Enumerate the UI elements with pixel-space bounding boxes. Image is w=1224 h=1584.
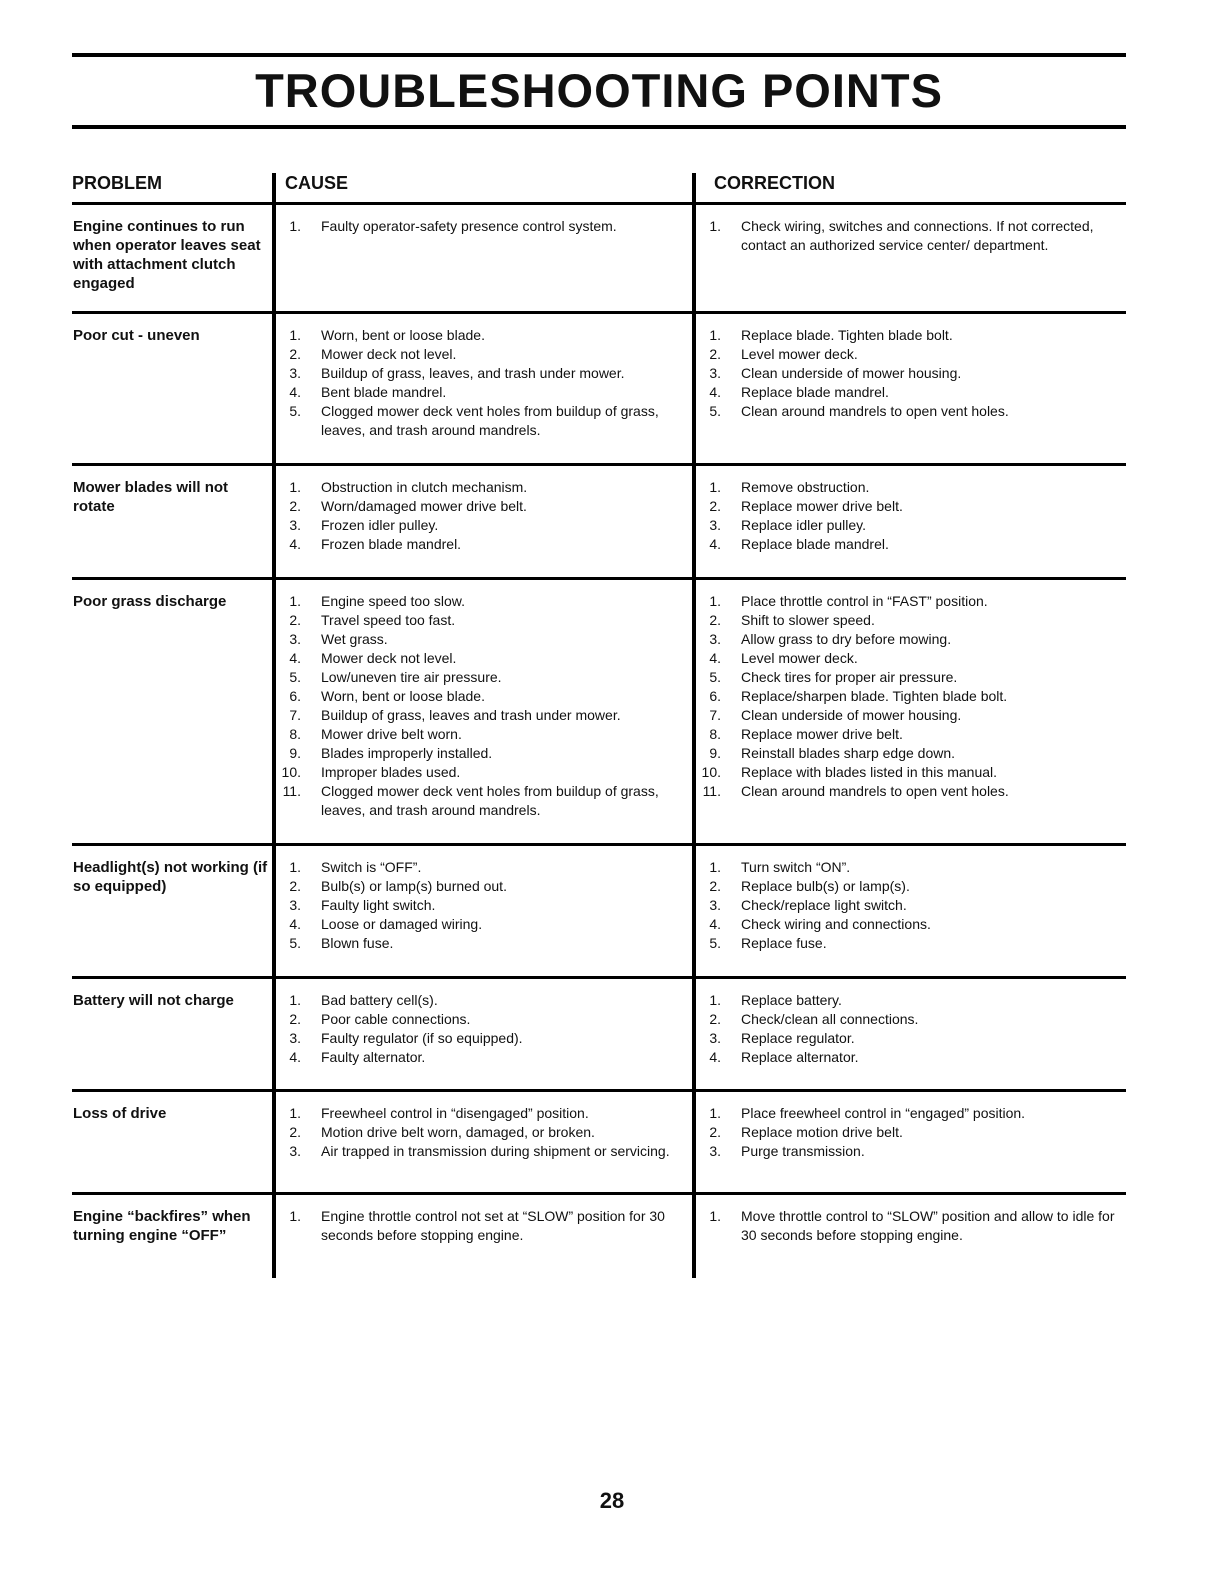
item-number: 4. <box>709 536 721 552</box>
item-text: Replace with blades listed in this manual. <box>741 764 998 780</box>
item-number: 1. <box>709 1208 721 1224</box>
item-number: 3. <box>709 1143 721 1159</box>
item-text: Clogged mower deck vent holes from buildup of grass, leaves, and trash around mandrels. <box>321 783 659 818</box>
item-number: 3. <box>709 365 721 381</box>
list-item <box>699 1104 1119 1123</box>
list-item <box>699 934 1119 953</box>
list-item <box>699 725 1119 744</box>
item-number: 8. <box>289 726 301 742</box>
list-item <box>699 1207 1119 1245</box>
problem-text: Engine “backfires” when turning engine “OFF” <box>73 1208 251 1244</box>
item-text: Reinstall blades sharp edge down. <box>741 745 956 761</box>
list-item <box>699 592 1119 611</box>
item-text: Wet grass. <box>321 631 388 647</box>
item-text: Check wiring, switches and connections. If not corrected, contact an authorized service center/ department. <box>741 218 1094 253</box>
item-text: Engine speed too slow. <box>321 593 465 609</box>
cause-list <box>279 592 679 820</box>
list-item <box>699 630 1119 649</box>
row-rule <box>72 577 1126 580</box>
list-item <box>699 345 1119 364</box>
list-item <box>279 383 679 402</box>
list-item <box>279 896 679 915</box>
list-item <box>279 345 679 364</box>
item-number: 3. <box>709 517 721 533</box>
item-text: Bad battery cell(s). <box>321 992 438 1008</box>
list-item <box>279 877 679 896</box>
page-title: TROUBLESHOOTING POINTS <box>255 64 943 117</box>
item-text: Worn, bent or loose blade. <box>321 688 485 704</box>
item-text: Poor cable connections. <box>321 1011 471 1027</box>
cause-list <box>279 991 679 1067</box>
item-text: Frozen blade mandrel. <box>321 536 462 552</box>
item-number: 4. <box>289 916 301 932</box>
item-number: 1. <box>289 859 301 875</box>
item-text: Faulty light switch. <box>321 897 436 913</box>
item-number: 1. <box>289 327 301 343</box>
problem-text: Engine continues to run when operator leaves seat with attachment clutch engaged <box>73 218 261 292</box>
item-text: Buildup of grass, leaves and trash under mower. <box>321 707 621 723</box>
problem-text: Poor cut - uneven <box>73 327 200 344</box>
list-item <box>279 668 679 687</box>
list-item <box>279 364 679 383</box>
row-rule <box>72 843 1126 846</box>
item-text: Faulty operator-safety presence control system. <box>321 218 617 234</box>
item-number: 5. <box>709 935 721 951</box>
cause-list <box>279 1104 679 1161</box>
item-number: 1. <box>289 479 301 495</box>
list-item <box>279 630 679 649</box>
list-item <box>279 744 679 763</box>
list-item <box>699 535 1119 554</box>
item-number: 3. <box>289 1030 301 1046</box>
item-text: Allow grass to dry before mowing. <box>741 631 952 647</box>
list-item <box>699 383 1119 402</box>
list-item <box>279 782 679 820</box>
item-text: Mower deck not level. <box>321 346 457 362</box>
item-number: 5. <box>289 403 301 419</box>
item-number: 2. <box>709 1011 721 1027</box>
list-item <box>279 858 679 877</box>
item-text: Engine throttle control not set at “SLOW” position for 30 seconds before stopping engine. <box>321 1208 665 1243</box>
list-item <box>279 706 679 725</box>
item-number: 7. <box>709 707 721 723</box>
row-rule <box>72 311 1126 314</box>
list-item <box>279 402 679 440</box>
list-item <box>699 497 1119 516</box>
item-number: 1. <box>289 218 301 234</box>
list-item <box>699 217 1119 255</box>
item-text: Replace alternator. <box>741 1049 859 1065</box>
item-text: Mower deck not level. <box>321 650 457 666</box>
item-text: Replace regulator. <box>741 1030 855 1046</box>
list-item <box>699 706 1119 725</box>
list-item <box>699 1029 1119 1048</box>
item-number: 4. <box>289 1049 301 1065</box>
item-number: 1. <box>709 593 721 609</box>
column-divider <box>272 173 276 1278</box>
item-number: 3. <box>709 897 721 913</box>
item-number: 3. <box>709 631 721 647</box>
item-number: 9. <box>709 745 721 761</box>
row-rule <box>72 1089 1126 1092</box>
cause-list <box>279 326 679 440</box>
list-item <box>279 1104 679 1123</box>
item-number: 2. <box>289 612 301 628</box>
list-item <box>279 516 679 535</box>
item-text: Bent blade mandrel. <box>321 384 447 400</box>
list-item <box>279 934 679 953</box>
item-number: 1. <box>709 992 721 1008</box>
problem-text: Battery will not charge <box>73 992 234 1009</box>
title-rule <box>72 125 1126 129</box>
list-item <box>279 1123 679 1142</box>
list-item <box>699 649 1119 668</box>
list-item <box>279 725 679 744</box>
item-text: Replace battery. <box>741 992 842 1008</box>
item-number: 3. <box>289 365 301 381</box>
item-text: Faulty alternator. <box>321 1049 426 1065</box>
item-number: 2. <box>289 878 301 894</box>
correction-list <box>699 478 1119 554</box>
item-number: 6. <box>289 688 301 704</box>
correction-list <box>699 1207 1119 1245</box>
list-item <box>699 915 1119 934</box>
item-text: Shift to slower speed. <box>741 612 875 628</box>
list-item <box>699 1123 1119 1142</box>
item-text: Bulb(s) or lamp(s) burned out. <box>321 878 507 894</box>
item-text: Clean around mandrels to open vent holes. <box>741 403 1009 419</box>
list-item <box>279 611 679 630</box>
item-text: Check/replace light switch. <box>741 897 907 913</box>
item-number: 3. <box>289 897 301 913</box>
list-item <box>699 687 1119 706</box>
list-item <box>279 915 679 934</box>
correction-list <box>699 1104 1119 1161</box>
item-text: Air trapped in transmission during shipment or servicing. <box>321 1143 670 1159</box>
header-cause: CAUSE <box>285 173 349 193</box>
item-number: 1. <box>289 992 301 1008</box>
item-number: 2. <box>289 1011 301 1027</box>
item-text: Replace mower drive belt. <box>741 726 903 742</box>
row-rule <box>72 202 1126 205</box>
item-number: 5. <box>289 669 301 685</box>
item-number: 11. <box>282 783 301 799</box>
item-number: 1. <box>709 859 721 875</box>
item-text: Replace blade. Tighten blade bolt. <box>741 327 953 343</box>
item-number: 4. <box>289 384 301 400</box>
list-item <box>279 763 679 782</box>
correction-list <box>699 991 1119 1067</box>
item-number: 3. <box>709 1030 721 1046</box>
item-number: 6. <box>709 688 721 704</box>
item-number: 1. <box>709 327 721 343</box>
correction-list <box>699 858 1119 953</box>
problem-text: Loss of drive <box>73 1105 167 1122</box>
list-item <box>699 516 1119 535</box>
item-number: 8. <box>709 726 721 742</box>
item-text: Replace idler pulley. <box>741 517 867 533</box>
item-text: Remove obstruction. <box>741 479 870 495</box>
list-item <box>699 782 1119 801</box>
item-text: Low/uneven tire air pressure. <box>321 669 502 685</box>
correction-list <box>699 326 1119 421</box>
correction-list <box>699 217 1119 255</box>
cause-list <box>279 858 679 953</box>
item-text: Level mower deck. <box>741 346 858 362</box>
item-number: 4. <box>709 916 721 932</box>
item-text: Clean underside of mower housing. <box>741 365 962 381</box>
list-item <box>279 217 679 236</box>
item-number: 1. <box>709 479 721 495</box>
list-item <box>699 858 1119 877</box>
item-text: Turn switch “ON”. <box>741 859 851 875</box>
list-item <box>699 763 1119 782</box>
list-item <box>279 326 679 345</box>
item-text: Buildup of grass, leaves, and trash under mower. <box>321 365 625 381</box>
item-text: Purge transmission. <box>741 1143 865 1159</box>
item-text: Blades improperly installed. <box>321 745 493 761</box>
list-item <box>699 1048 1119 1067</box>
item-text: Place throttle control in “FAST” position. <box>741 593 988 609</box>
list-item <box>699 668 1119 687</box>
item-number: 2. <box>709 612 721 628</box>
cause-list <box>279 217 679 236</box>
item-text: Clean underside of mower housing. <box>741 707 962 723</box>
item-number: 5. <box>709 403 721 419</box>
item-number: 11. <box>702 783 721 799</box>
item-number: 3. <box>289 517 301 533</box>
problem-text: Headlight(s) not working (if so equipped) <box>73 859 268 895</box>
list-item <box>699 896 1119 915</box>
list-item <box>699 877 1119 896</box>
item-number: 7. <box>289 707 301 723</box>
cause-list <box>279 1207 679 1245</box>
item-number: 4. <box>709 384 721 400</box>
list-item <box>279 991 679 1010</box>
list-item <box>699 402 1119 421</box>
item-text: Check/clean all connections. <box>741 1011 919 1027</box>
item-text: Replace motion drive belt. <box>741 1124 903 1140</box>
item-text: Replace mower drive belt. <box>741 498 903 514</box>
item-number: 9. <box>289 745 301 761</box>
item-text: Place freewheel control in “engaged” position. <box>741 1105 1026 1121</box>
item-text: Travel speed too fast. <box>321 612 456 628</box>
item-text: Replace blade mandrel. <box>741 384 889 400</box>
list-item <box>699 1010 1119 1029</box>
row-rule <box>72 976 1126 979</box>
item-number: 2. <box>289 1124 301 1140</box>
list-item <box>279 687 679 706</box>
item-number: 2. <box>709 878 721 894</box>
list-item <box>279 1207 679 1245</box>
page-number: 28 <box>599 1488 625 1513</box>
item-text: Check tires for proper air pressure. <box>741 669 958 685</box>
item-number: 3. <box>289 631 301 647</box>
list-item <box>279 1010 679 1029</box>
list-item <box>279 1048 679 1067</box>
item-text: Frozen idler pulley. <box>321 517 439 533</box>
item-number: 4. <box>289 650 301 666</box>
list-item <box>699 1142 1119 1161</box>
item-text: Loose or damaged wiring. <box>321 916 483 932</box>
item-number: 5. <box>289 935 301 951</box>
list-item <box>279 1029 679 1048</box>
item-number: 4. <box>289 536 301 552</box>
list-item <box>699 364 1119 383</box>
list-item <box>279 535 679 554</box>
header-correction: CORRECTION <box>714 173 835 193</box>
list-item <box>279 497 679 516</box>
item-text: Switch is “OFF”. <box>321 859 422 875</box>
item-text: Replace/sharpen blade. Tighten blade bolt. <box>741 688 1008 704</box>
list-item <box>699 611 1119 630</box>
correction-list <box>699 592 1119 801</box>
list-item <box>279 649 679 668</box>
item-text: Replace blade mandrel. <box>741 536 889 552</box>
list-item <box>279 478 679 497</box>
problem-text: Poor grass discharge <box>73 593 227 610</box>
item-text: Worn/damaged mower drive belt. <box>321 498 527 514</box>
item-text: Clean around mandrels to open vent holes. <box>741 783 1009 799</box>
top-rule <box>72 53 1126 57</box>
list-item <box>699 478 1119 497</box>
item-number: 5. <box>709 669 721 685</box>
item-number: 2. <box>709 1124 721 1140</box>
item-number: 4. <box>709 1049 721 1065</box>
item-text: Clogged mower deck vent holes from buildup of grass, leaves, and trash around mandrels. <box>321 403 659 438</box>
item-number: 1. <box>289 1208 301 1224</box>
item-number: 10. <box>701 764 721 780</box>
item-text: Freewheel control in “disengaged” position. <box>321 1105 589 1121</box>
item-number: 2. <box>709 498 721 514</box>
item-text: Mower drive belt worn. <box>321 726 462 742</box>
item-text: Move throttle control to “SLOW” position and allow to idle for 30 seconds before stopping engine. <box>741 1208 1115 1243</box>
list-item <box>279 592 679 611</box>
header-problem: PROBLEM <box>72 173 162 193</box>
column-divider <box>692 173 696 1278</box>
list-item <box>279 1142 679 1161</box>
list-item <box>699 326 1119 345</box>
item-text: Check wiring and connections. <box>741 916 931 932</box>
list-item <box>699 744 1119 763</box>
item-text: Faulty regulator (if so equipped). <box>321 1030 523 1046</box>
item-number: 3. <box>289 1143 301 1159</box>
item-number: 2. <box>709 346 721 362</box>
item-number: 1. <box>289 1105 301 1121</box>
cause-list <box>279 478 679 554</box>
item-text: Worn, bent or loose blade. <box>321 327 485 343</box>
item-number: 2. <box>289 498 301 514</box>
item-text: Improper blades used. <box>321 764 461 780</box>
item-text: Obstruction in clutch mechanism. <box>321 479 528 495</box>
item-number: 1. <box>709 218 721 234</box>
item-number: 1. <box>709 1105 721 1121</box>
item-number: 2. <box>289 346 301 362</box>
list-item <box>699 991 1119 1010</box>
problem-text: Mower blades will not rotate <box>73 479 229 515</box>
item-number: 4. <box>709 650 721 666</box>
row-rule <box>72 463 1126 466</box>
item-number: 10. <box>281 764 301 780</box>
item-text: Replace bulb(s) or lamp(s). <box>741 878 910 894</box>
row-rule <box>72 1192 1126 1195</box>
item-text: Level mower deck. <box>741 650 858 666</box>
item-text: Motion drive belt worn, damaged, or broken. <box>321 1124 595 1140</box>
item-text: Replace fuse. <box>741 935 827 951</box>
item-number: 1. <box>289 593 301 609</box>
item-text: Blown fuse. <box>321 935 394 951</box>
